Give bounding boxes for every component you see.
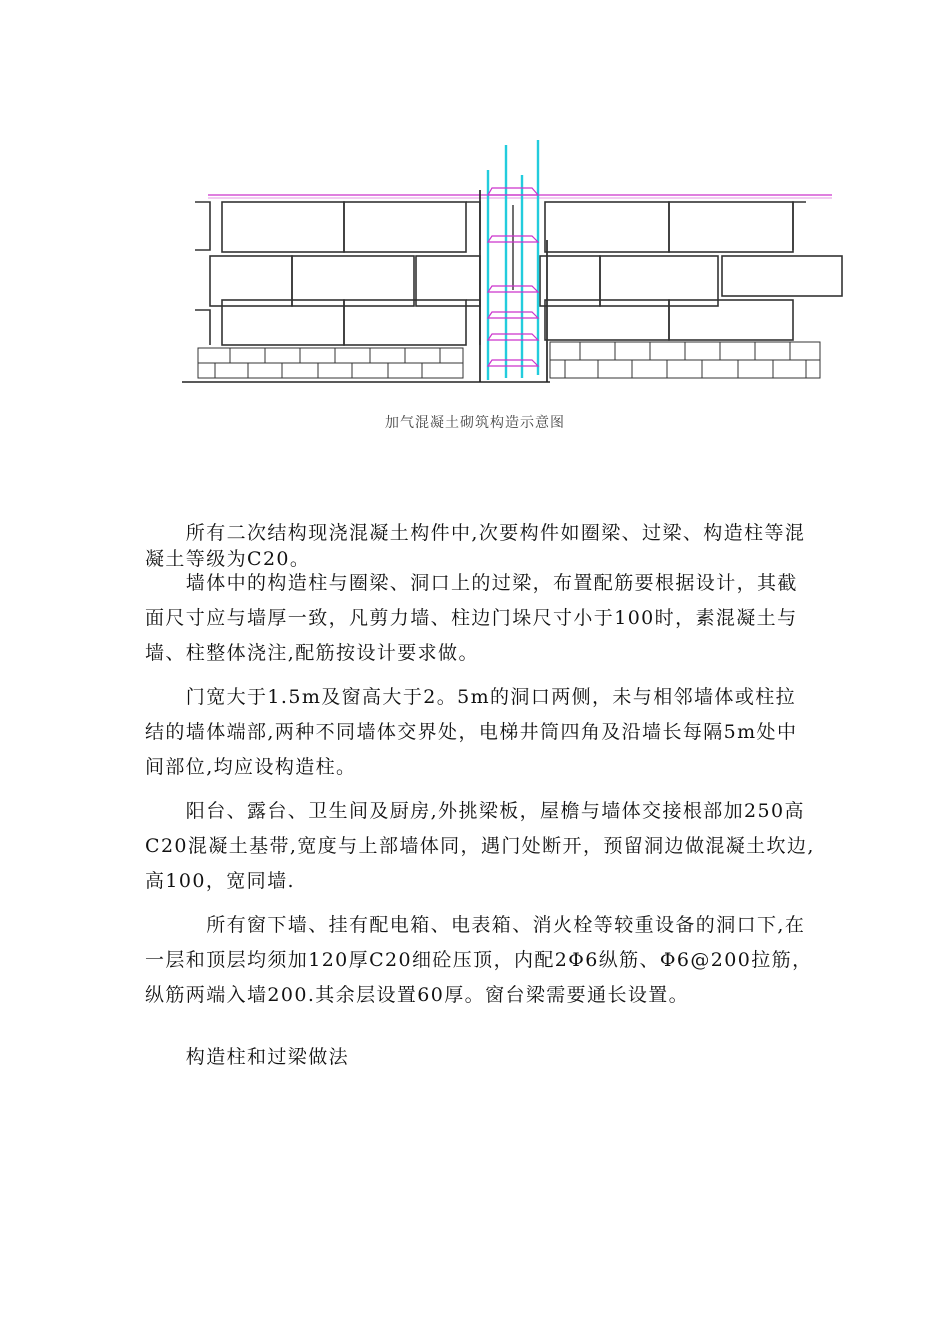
right-block-wall: [540, 202, 842, 340]
figure-caption: 加气混凝土砌筑构造示意图: [385, 415, 565, 431]
left-brick-courses: [198, 348, 463, 378]
paragraph-1: 所有二次结构现浇混凝土构件中,次要构件如圈梁、过梁、构造柱等混凝土等级为C20。: [145, 522, 806, 570]
paragraph-3: 门宽大于1.5m及窗高大于2。5m的洞口两侧，未与相邻墙体或柱拉结的墙体端部,两种不同墙体交界处，电梯井筒四角及沿墙长每隔5m处中间部位,均应设构造柱。: [145, 686, 798, 778]
right-brick-courses: [550, 342, 820, 378]
paragraph-6: 构造柱和过梁做法: [145, 1046, 350, 1068]
paragraph-4: 阳台、露台、卫生间及厨房,外挑梁板，屋檐与墙体交接根部加250高C20混凝土基带,宽度与上部墙体同，遇门处断开，预留洞边做混凝土坎边,高100，宽同墙.: [145, 800, 815, 892]
masonry-diagram: [170, 130, 850, 400]
left-block-wall: [195, 202, 480, 345]
paragraph-5: 所有窗下墙、挂有配电箱、电表箱、消火栓等较重设备的洞口下,在一层和顶层均须加120厚C20细砼压顶，内配2Φ6纵筋、Φ6@200拉筋，纵筋两端入墙200.其余层设置60厚。窗台梁需要通长设置。: [145, 914, 813, 1006]
paragraph-2: 墙体中的构造柱与圈梁、洞口上的过梁，布置配筋要根据设计，其截面尺寸应与墙厚一致，凡剪力墙、柱边门垛尺寸小于100时，素混凝土与墙、柱整体浇注,配筋按设计要求做。: [145, 572, 798, 664]
